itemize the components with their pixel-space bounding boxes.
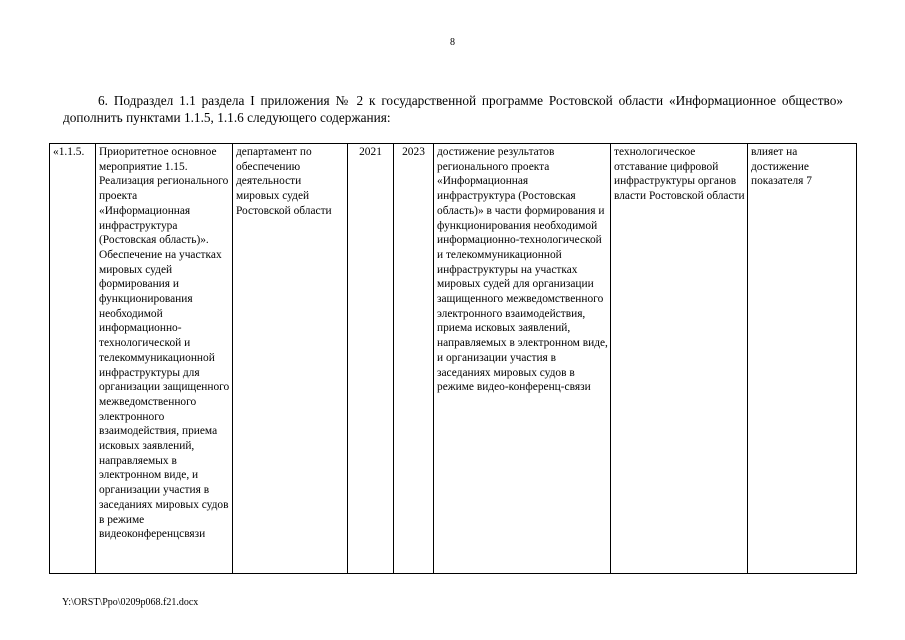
cell-year-start: 2021 bbox=[348, 144, 394, 574]
footer-file-path: Y:\ORST\Ppo\0209p068.f21.docx bbox=[62, 597, 199, 608]
intro-paragraph: 6. Подраздел 1.1 раздела I приложения № 2 к государственной программе Ростовской области «Информационное общество» дополнить пунктами 1.1.5, 1.1.6 следующего содержания: bbox=[63, 93, 843, 125]
cell-consequence: технологическое отставание цифровой инфраструктуры органов власти Ростовской области bbox=[611, 144, 748, 574]
cell-number: «1.1.5. bbox=[50, 144, 96, 574]
program-table bbox=[49, 143, 857, 574]
page-number: 8 bbox=[450, 37, 455, 48]
cell-expected-result: достижение результатов регионального проекта «Информационная инфраструктура (Ростовская область)» в части формирования и функционирования необходимой информационно-технологической и телекоммуникационной инфраструктуры на участках мировых судей для организации защищенного межведомственного электронного взаимодействия, приема исковых заявлений, направляемых в электронном виде, и организации участия в заседаниях мировых судов в режиме видео-конференц-связи bbox=[434, 144, 611, 574]
cell-year-end: 2023 bbox=[394, 144, 434, 574]
cell-indicator: влияет на достижение показателя 7 bbox=[748, 144, 857, 574]
cell-executor: департамент по обеспечению деятельности мировых судей Ростовской области bbox=[233, 144, 348, 574]
table-row bbox=[50, 144, 857, 574]
cell-activity-name: Приоритетное основное мероприятие 1.15. Реализация регионального проекта «Информационная инфраструктура (Ростовская область)». Обеспечение на участках мировых судей формирования и функционирования необходимой информационно-технологической и телекоммуникационной инфраструктуры для организации защищенного межведомственного электронного взаимодействия, приема исковых заявлений, направляемых в электронном виде, и организации участия в заседаниях мировых судов в режиме видеоконференцсвязи bbox=[96, 144, 233, 574]
